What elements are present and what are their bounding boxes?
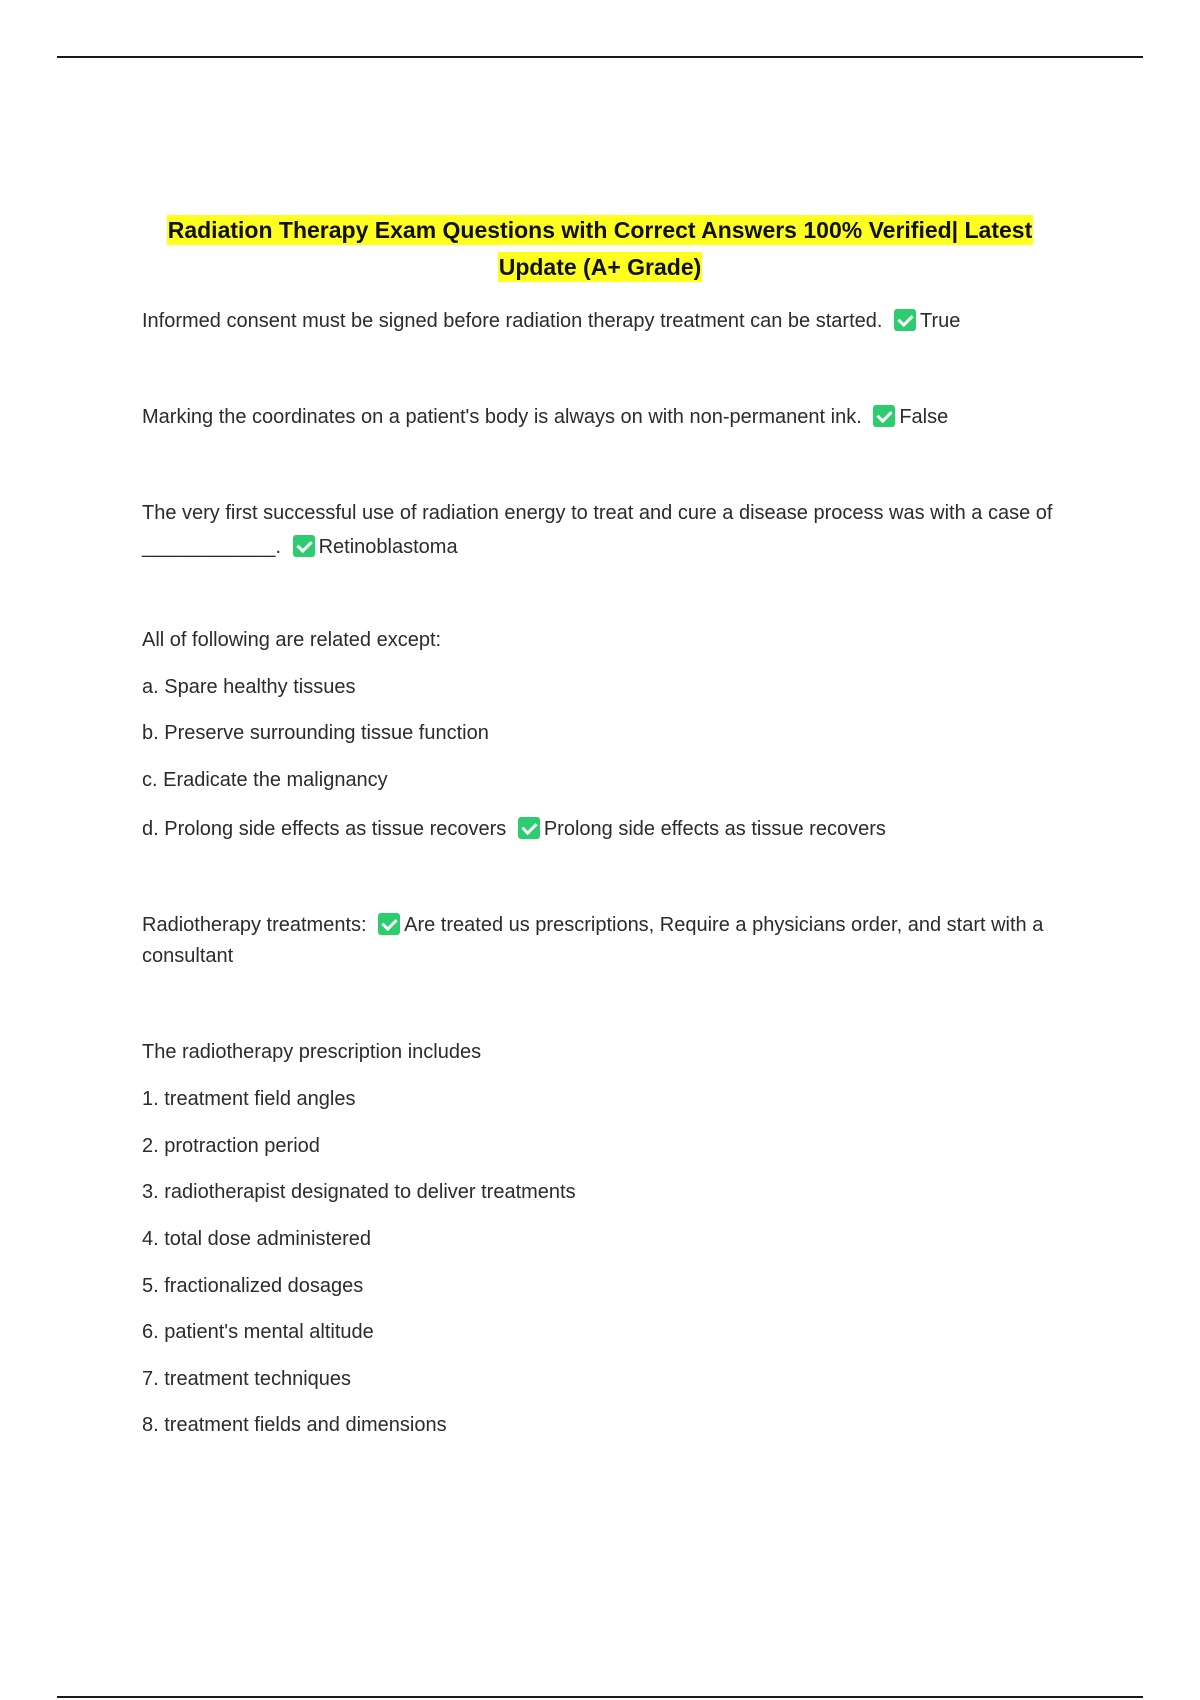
option-text: c. Eradicate the malignancy (142, 769, 388, 791)
answer-text: True (920, 310, 961, 332)
option-d (142, 815, 886, 843)
list-item (142, 1318, 374, 1346)
option-c (142, 766, 388, 794)
page-title (130, 212, 1070, 286)
question-text: Marking the coordinates on a patient's body is always on with non-permanent ink. (142, 406, 862, 428)
question-3 (142, 496, 1062, 564)
check-icon (293, 535, 315, 557)
check-icon (378, 913, 400, 935)
answer-text: Prolong side effects as tissue recovers (543, 818, 886, 840)
question-4 (142, 626, 441, 654)
item-text: 2. protraction period (142, 1135, 320, 1157)
question-5 (142, 910, 1062, 972)
question-2 (142, 403, 948, 431)
option-b (142, 719, 489, 747)
list-item (142, 1178, 576, 1206)
item-text: 5. fractionalized dosages (142, 1275, 364, 1297)
item-text: 4. total dose administered (142, 1228, 372, 1250)
question-text: All of following are related except: (142, 629, 442, 651)
item-text: 6. patient's mental altitude (142, 1321, 374, 1343)
question-text: The radiotherapy prescription includes (142, 1041, 482, 1063)
list-item (142, 1365, 351, 1393)
answer-text: False (899, 406, 949, 428)
check-icon (894, 309, 916, 331)
question-6 (142, 1038, 481, 1066)
answer-text: Are treated us prescriptions, Require a physicians order, and start with a consultant (142, 914, 1044, 967)
title-line-1: Radiation Therapy Exam Questions with Correct Answers 100% Verified| Latest (167, 217, 1033, 243)
item-text: 8. treatment fields and dimensions (142, 1414, 447, 1436)
list-item (142, 1132, 320, 1160)
check-icon (873, 405, 895, 427)
header-rule (57, 56, 1143, 58)
option-a (142, 673, 355, 701)
item-text: 1. treatment field angles (142, 1088, 356, 1110)
list-item (142, 1411, 447, 1439)
check-icon (518, 817, 540, 839)
footer-rule (57, 1696, 1143, 1698)
option-text: d. Prolong side effects as tissue recovers (142, 818, 507, 840)
question-text: Informed consent must be signed before radiation therapy treatment can be started. (142, 310, 883, 332)
list-item (142, 1272, 363, 1300)
item-text: 3. radiotherapist designated to deliver treatments (142, 1181, 576, 1203)
list-item (142, 1085, 355, 1113)
question-text: The very first successful use of radiation energy to treat and cure a disease process was with a case of ____________. (142, 502, 1053, 558)
title-line-2: Update (A+ Grade) (498, 254, 702, 280)
question-1 (142, 307, 960, 335)
item-text: 7. treatment techniques (142, 1368, 352, 1390)
list-item (142, 1225, 371, 1253)
option-text: a. Spare healthy tissues (142, 676, 356, 698)
option-text: b. Preserve surrounding tissue function (142, 722, 489, 744)
answer-text: Retinoblastoma (318, 536, 458, 558)
question-text: Radiotherapy treatments: (142, 914, 367, 936)
